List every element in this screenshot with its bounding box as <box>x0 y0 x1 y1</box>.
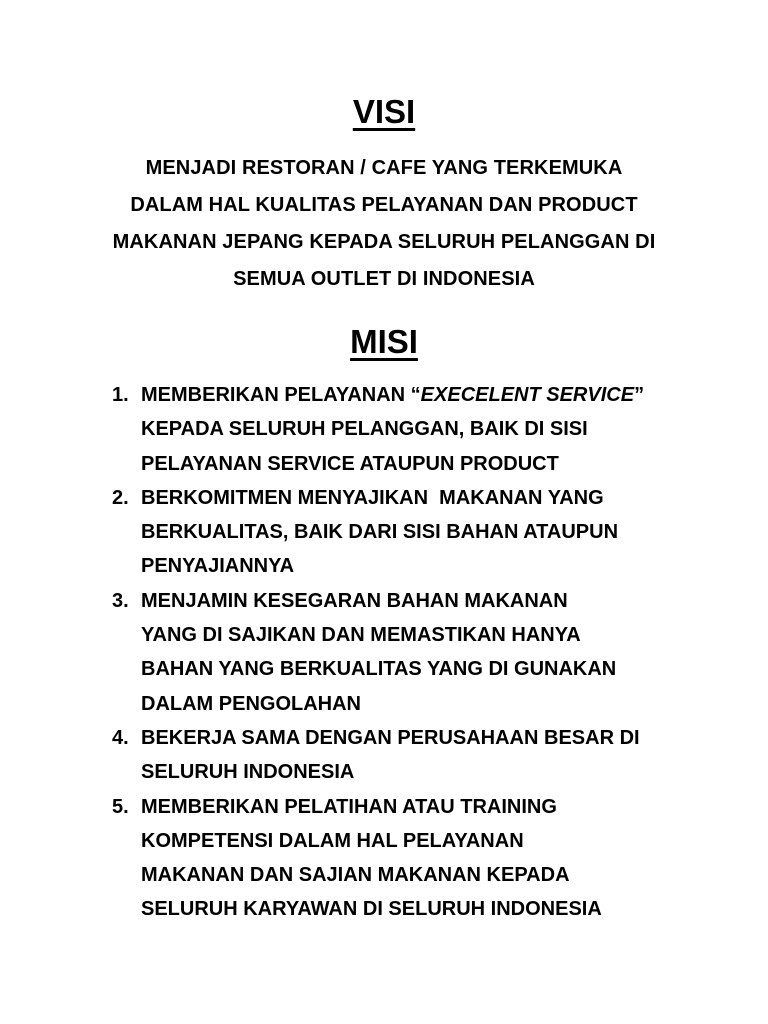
misi-item-text: MEMBERIKAN PELAYANAN “ <box>141 384 421 406</box>
misi-item-line: BAHAN YANG BERKUALITAS YANG DI GUNAKAN <box>141 658 617 681</box>
misi-item-line: KOMPETENSI DALAM HAL PELAYANAN <box>141 829 524 852</box>
misi-item <box>112 790 712 927</box>
visi-line: MAKANAN JEPANG KEPADA SELURUH PELANGGAN DI <box>112 231 656 253</box>
misi-item-number: 1. <box>112 384 129 406</box>
misi-item-line <box>141 378 712 412</box>
misi-item <box>112 584 712 721</box>
misi-item-number: 3. <box>112 589 129 612</box>
misi-item-line: PELAYANAN SERVICE ATAUPUN PRODUCT <box>141 452 559 475</box>
misi-list <box>112 378 712 927</box>
misi-item-number: 5. <box>112 795 129 818</box>
misi-item-line: PENYAJIANNYA <box>141 555 295 578</box>
misi-item-number: 2. <box>112 486 129 509</box>
misi-item-line: BERKOMITMEN MENYAJIKAN MAKANAN YANG <box>141 486 604 509</box>
misi-item-line: MEMBERIKAN PELATIHAN ATAU TRAINING <box>141 795 557 818</box>
misi-item-line: DALAM PENGOLAHAN <box>141 692 361 715</box>
visi-line: DALAM HAL KUALITAS PELAYANAN DAN PRODUCT <box>130 194 638 216</box>
misi-item-line: MAKANAN DAN SAJIAN MAKANAN KEPADA <box>141 864 570 887</box>
misi-item-text: ” <box>634 384 645 406</box>
visi-line: MENJADI RESTORAN / CAFE YANG TERKEMUKA <box>145 157 623 179</box>
misi-item-line: SELURUH INDONESIA <box>141 761 355 784</box>
misi-item-line: BEKERJA SAMA DENGAN PERUSAHAAN BESAR DI <box>141 726 640 749</box>
misi-item <box>112 721 712 790</box>
misi-item <box>112 378 712 481</box>
visi-line: SEMUA OUTLET DI INDONESIA <box>233 268 535 290</box>
misi-item-number: 4. <box>112 726 129 749</box>
misi-title: MISI <box>350 323 418 360</box>
misi-item-line: KEPADA SELURUH PELANGGAN, BAIK DI SISI <box>141 418 588 441</box>
misi-item-line: MENJAMIN KESEGARAN BAHAN MAKANAN <box>141 589 568 612</box>
visi-title: VISI <box>352 93 416 130</box>
misi-item-line: YANG DI SAJIKAN DAN MEMASTIKAN HANYA <box>141 624 581 647</box>
misi-item-line: SELURUH KARYAWAN DI SELURUH INDONESIA <box>141 898 602 921</box>
misi-item <box>112 481 712 584</box>
misi-item-emphasis: EXECELENT SERVICE <box>420 384 635 406</box>
visi-statement <box>70 150 698 298</box>
misi-item-line: BERKUALITAS, BAIK DARI SISI BAHAN ATAUPUN <box>141 521 619 544</box>
